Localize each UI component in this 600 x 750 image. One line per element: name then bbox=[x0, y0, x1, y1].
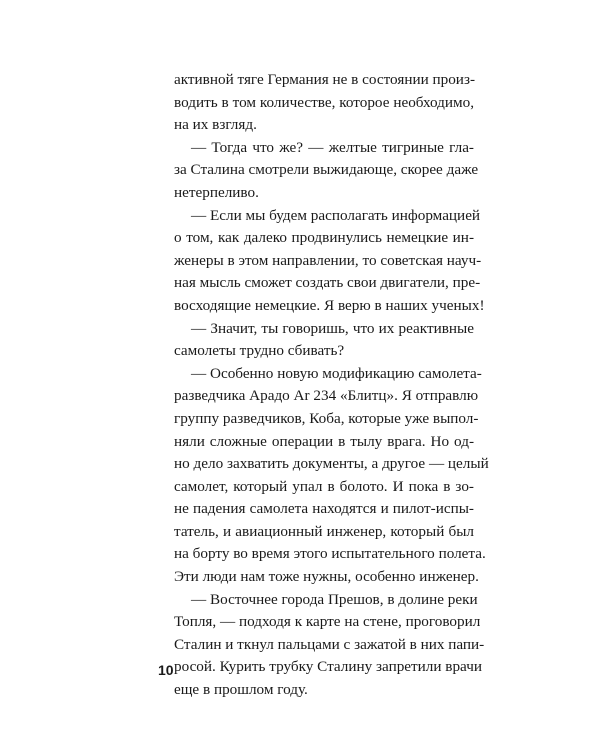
text-line: водить в том количестве, которое необходимо, bbox=[174, 93, 474, 111]
text-line: группу разведчиков, Коба, которые уже выпол- bbox=[174, 409, 479, 427]
text-line: Топля, — подходя к карте на стене, проговорил bbox=[174, 613, 481, 631]
text-line: татель, и авиационный инженер, который был bbox=[174, 522, 474, 540]
text-line: не падения самолета находятся и пилот-испы- bbox=[174, 500, 474, 518]
text-line: ная мысль сможет создать свои двигатели, пре- bbox=[174, 274, 481, 292]
text-line: о том, как далеко продвинулись немецкие ин- bbox=[174, 229, 474, 247]
text-line: — Тогда что же? — желтые тигриные гла- bbox=[191, 138, 474, 156]
text-line: на их взгляд. bbox=[174, 116, 257, 134]
page-number: 10 bbox=[158, 662, 174, 678]
text-line: еще в прошлом году. bbox=[174, 681, 308, 699]
text-line: — Восточнее города Прешов, в долине реки bbox=[191, 590, 478, 608]
text-line: — Особенно новую модификацию самолета- bbox=[191, 364, 482, 382]
text-line: няли сложные операции в тылу врага. Но од- bbox=[174, 432, 474, 450]
text-line: — Значит, ты говоришь, что их реактивные bbox=[191, 319, 474, 337]
text-line: росой. Курить трубку Сталину запретили врачи bbox=[174, 658, 482, 676]
text-line: нетерпеливо. bbox=[174, 183, 259, 201]
text-line: женеры в этом направлении, то советская науч- bbox=[174, 251, 482, 269]
text-line: за Сталина смотрели выжидающе, скорее даже bbox=[174, 161, 479, 179]
text-line: самолеты трудно сбивать? bbox=[174, 342, 345, 360]
text-line: разведчика Арадо Ar 234 «Блитц». Я отправлю bbox=[174, 387, 479, 405]
text-line: но дело захватить документы, а другое — целый bbox=[174, 455, 489, 473]
text-line: — Если мы будем располагать информацией bbox=[191, 206, 481, 224]
text-line: восходящие немецкие. Я верю в наших ученых! bbox=[174, 296, 485, 314]
text-line: Сталин и ткнул пальцами с зажатой в них папи- bbox=[174, 635, 485, 653]
body-text bbox=[174, 69, 489, 702]
text-line: Эти люди нам тоже нужны, особенно инженер. bbox=[174, 568, 479, 586]
text-line: на борту во время этого испытательного полета. bbox=[174, 545, 486, 563]
text-line: самолет, который упал в болото. И пока в зо- bbox=[174, 477, 474, 495]
text-line: активной тяге Германия не в состоянии произ- bbox=[174, 71, 475, 88]
